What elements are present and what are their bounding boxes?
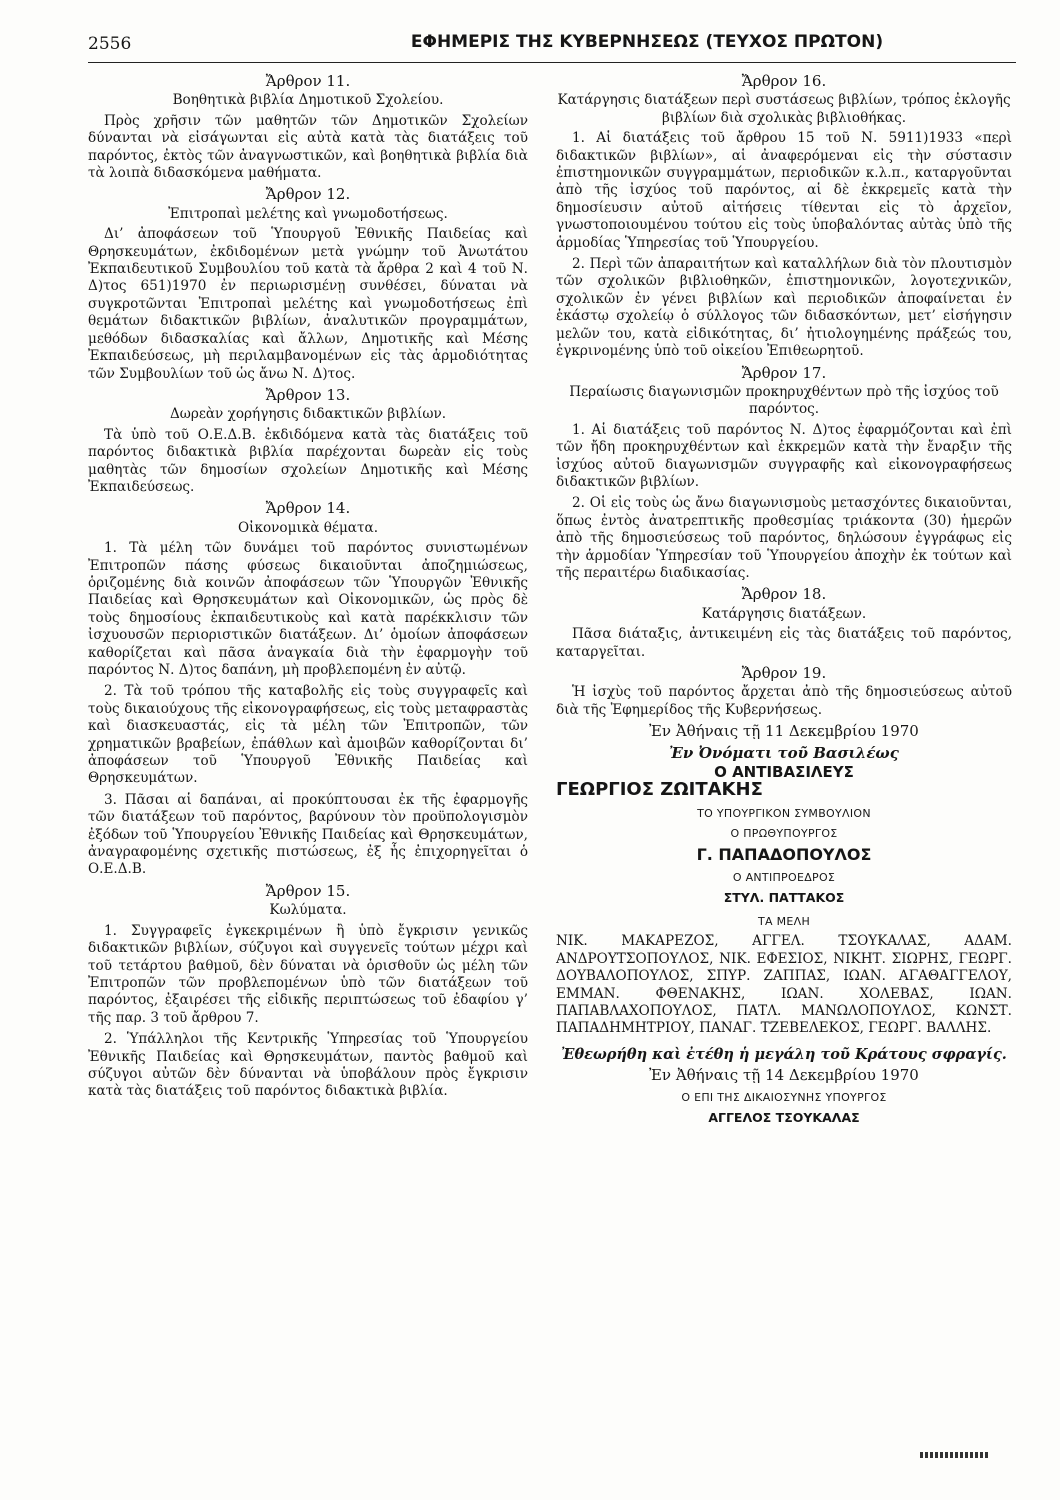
article-15-heading: Ἄρθρον 15. bbox=[265, 881, 351, 900]
justice-minister-name: ΑΓΓΕΛΟΣ ΤΣΟΥΚΑΛΑΣ bbox=[708, 1109, 860, 1125]
seal-date: Ἐν Ἀθήναις τῇ 14 Δεκεμβρίου 1970 bbox=[649, 1066, 919, 1085]
article-17-heading: Ἄρθρον 17. bbox=[741, 363, 827, 382]
justice-minister-title: Ο ΕΠΙ ΤΗΣ ΔΙΚΑΙΟΣΥΝΗΣ ΥΠΟΥΡΓΟΣ bbox=[681, 1090, 887, 1104]
article-11-heading: Ἄρθρον 11. bbox=[265, 72, 351, 90]
right-column bbox=[556, 70, 1012, 1132]
article-16-paragraph-2: 2. Περὶ τῶν ἀπαραιτήτων καὶ καταλλήλων διὰ τὸν πλουτισμὸν τῶν σχολικῶν βιβλιοθηκῶν, ἐπιστημονικῶν, λογοτεχνικῶν, σχολικῶν ἐν γένει βιβλίων καὶ περιοδικῶν ἀποφαίνεται ἐν ἑκάστῳ σχολείῳ ὁ σύλλογος τῶν διδασκόντων, μετ’ εἰσήγησιν μελῶν του, κατὰ εἰδικότητας, δι’ ἠτιολογημένης πράξεώς του, ἐγκρινομένης ὑπὸ τοῦ οἰκείου Ἐπιθεωρητοῦ. bbox=[556, 256, 1012, 360]
printer-mark bbox=[920, 1452, 988, 1458]
article-15-paragraph-2: 2. Ὑπάλληλοι τῆς Κεντρικῆς Ὑπηρεσίας τοῦ Ὑπουργείου Ἐθνικῆς Παιδείας καὶ Θρησκευμάτων, παντὸς βαθμοῦ καὶ σύζυγοι αὐτῶν δὲν δύνανται νὰ ὑποβάλουν πρὸς ἔγκρισιν κατὰ τὰς διατάξεις τοῦ παρόντος διδακτικὰ βιβλία. bbox=[88, 1031, 528, 1100]
page-header bbox=[88, 30, 1016, 62]
prime-minister-name: Γ. ΠΑΠΑΔΟΠΟΥΛΟΣ bbox=[696, 844, 872, 864]
article-11-title: Βοηθητικὰ βιβλία Δημοτικοῦ Σχολείου. bbox=[172, 92, 444, 109]
article-17-paragraph-2: 2. Οἱ εἰς τοὺς ὡς ἄνω διαγωνισμοὺς μετασχόντες δικαιοῦνται, ὅπως ἐντὸς ἀνατρεπτικῆς προθεσμίας τριάκοντα (30) ἡμερῶν ἀπὸ τῆς δημοσιεύσεως τοῦ παρόντος, δηλώσουν ἐγγράφως εἰς τὴν ἁρμοδίαν Ὑπηρεσίαν τοῦ Ὑπουργείου ἀποχὴν ἐκ τούτων καὶ τῆς περαιτέρω διαδικασίας. bbox=[556, 495, 1012, 581]
in-name-of-king: Ἐν Ὀνόματι τοῦ Βασιλέως bbox=[669, 743, 899, 762]
vice-president-title: Ο ΑΝΤΙΠΡΟΕΔΡΟΣ bbox=[732, 871, 836, 885]
article-17-title: Περαίωσις διαγωνισμῶν προκηρυχθέντων πρὸ τῆς ἰσχύος τοῦ παρόντος. bbox=[569, 383, 999, 418]
article-12-heading: Ἄρθρον 12. bbox=[265, 185, 351, 204]
article-13-title: Δωρεὰν χορήγησις διδακτικῶν βιβλίων. bbox=[169, 406, 447, 423]
article-16-heading: Ἄρθρον 16. bbox=[741, 72, 827, 90]
regent-name: ΓΕΩΡΓΙΟΣ ΖΩΙΤΑΚΗΣ bbox=[556, 779, 763, 801]
issue-date: Ἐν Ἀθήναις τῇ 11 Δεκεμβρίου 1970 bbox=[649, 722, 919, 741]
article-18-paragraph: Πᾶσα διάταξις, ἀντικειμένη εἰς τὰς διατάξεις τοῦ παρόντος, καταργεῖται. bbox=[556, 626, 1012, 660]
article-13-paragraph: Τὰ ὑπὸ τοῦ Ο.Ε.Δ.Β. ἐκδιδόμενα κατὰ τὰς διατάξεις τοῦ παρόντος διδακτικὰ βιβλία παρέχονται δωρεὰν εἰς τοὺς μαθητὰς τῶν δημοσίων σχολείων Δημοτικῆς καὶ Μέσης Ἐκπαιδεύσεως. bbox=[88, 426, 528, 495]
article-19-paragraph: Ἡ ἰσχὺς τοῦ παρόντος ἄρχεται ἀπὸ τῆς δημοσιεύσεως αὐτοῦ διὰ τῆς Ἐφημερίδος τῆς Κυβερνήσεως. bbox=[556, 684, 1012, 718]
article-11-paragraph: Πρὸς χρῆσιν τῶν μαθητῶν τῶν Δημοτικῶν Σχολείων δύνανται νὰ εἰσάγωνται εἰς αὐτὰ κατὰ τὰς διατάξεις τοῦ παρόντος, ἐκτὸς τῶν ἀναγνωστικῶν, καὶ βοηθητικὰ βιβλία διὰ τὰ λοιπὰ διδασκόμενα μαθήματα. bbox=[88, 112, 528, 182]
article-15-title: Κωλύματα. bbox=[269, 902, 347, 919]
article-14-title: Οἰκονομικὰ θέματα. bbox=[237, 519, 379, 536]
seal-note: Ἐθεωρήθη καὶ ἐτέθη ἡ μεγάλη τοῦ Κράτους σφραγίς. bbox=[561, 1045, 1007, 1063]
page-number: 2556 bbox=[88, 34, 132, 54]
members-list: ΝΙΚ. ΜΑΚΑΡΕΖΟΣ, ΑΓΓΕΛ. ΤΣΟΥΚΑΛΑΣ, ΑΔΑΜ. ΑΝΔΡΟΥΤΣΟΠΟΥΛΟΣ, ΝΙΚ. ΕΦΕΣΙΟΣ, ΝΙΚΗΤ. ΣΙΩΡΗΣ, ΓΕΩΡΓ. ΔΟΥΒΑΛΟΠΟΥΛΟΣ, ΣΠΥΡ. ΖΑΠΠΑΣ, ΙΩΑΝ. ΑΓΑΘΑΓΓΕΛΟΥ, ΕΜΜΑΝ. ΦΘΕΝΑΚΗΣ, ΙΩΑΝ. ΧΟΛΕΒΑΣ, ΙΩΑΝ. ΠΑΠΑΒΛΑΧΟΠΟΥΛΟΣ, ΠΑΤΛ. ΜΑΝΩΛΟΠΟΥΛΟΣ, ΚΩΝΣΤ. ΠΑΠΑΔΗΜΗΤΡΙΟΥ, ΠΑΝΑΓ. ΤΖΕΒΕΛΕΚΟΣ, ΓΕΩΡΓ. ΒΑΛΛΗΣ. bbox=[556, 933, 1012, 1037]
article-19-heading: Ἄρθρον 19. bbox=[741, 664, 827, 682]
vice-president-name: ΣΤΥΛ. ΠΑΤΤΑΚΟΣ bbox=[723, 890, 845, 906]
article-17-paragraph-1: 1. Αἱ διατάξεις τοῦ παρόντος Ν. Δ)τος ἐφαρμόζονται καὶ ἐπὶ τῶν ἤδη προκηρυχθέντων καὶ ἐκκρεμῶν κατὰ τὴν ἔναρξιν τῆς ἰσχύος αὐτοῦ διαγωνισμῶν συγγραφῆς καὶ εἰκονογραφήσεως διδακτικῶν βιβλίων. bbox=[556, 421, 1012, 490]
article-14-heading: Ἄρθρον 14. bbox=[265, 499, 351, 518]
article-16-title: Κατάργησις διατάξεων περὶ συστάσεως βιβλίων, τρόπος ἐκλογῆς βιβλίων διὰ σχολικὰς βιβλιοθήκας. bbox=[557, 92, 1011, 126]
article-12-paragraph: Δι’ ἀποφάσεων τοῦ Ὑπουργοῦ Ἐθνικῆς Παιδείας καὶ Θρησκευμάτων, ἐκδιδομένων μετὰ γνώμην τοῦ Ἀνωτάτου Ἐκπαιδευτικοῦ Συμβουλίου τοῦ κατὰ τὰ ἄρθρα 2 καὶ 4 τοῦ Ν. Δ)τος 651)1970 ἐν περιωρισμένῃ συνθέσει, δύναται νὰ συγκροτῶνται Ἐπιτροπαὶ μελέτης καὶ γνωμοδοτήσεως ἐπὶ θεμάτων διδακτικῶν βιβλίων, ἀναλυτικῶν προγραμμάτων, μεθόδων διδασκαλίας καὶ ἄλλων, Δημοτικῆς καὶ Μέσης Ἐκπαιδεύσεως, μὴ περιλαμβανομένων εἰς τὰς ἁρμοδιότητας τῶν Συμβουλίων τοῦ ὡς ἄνω Ν. Δ)τος. bbox=[88, 226, 528, 382]
article-18-title: Κατάργησις διατάξεων. bbox=[701, 605, 867, 622]
prime-minister-title: Ο ΠΡΩΘΥΠΟΥΡΓΟΣ bbox=[730, 827, 838, 841]
article-14-paragraph-1: 1. Τὰ μέλη τῶν δυνάμει τοῦ παρόντος συνιστωμένων Ἐπιτροπῶν πάσης φύσεως δικαιοῦνται ἀποζημιώσεως, ὁριζομένης διὰ κοινῶν ἀποφάσεων τῶν Ὑπουργῶν Ἐθνικῆς Παιδείας καὶ Θρησκευμάτων καὶ Οἰκονομικῶν, ὡς πρὸς δὲ τοὺς δημοσίους ἐκπαιδευτικοὺς καὶ κατὰ παρέκκλισιν τῶν ἰσχυουσῶν περιοριστικῶν διατάξεων. Δι’ ὁμοίων ἀποφάσεων καθορίζεται καὶ πᾶσα ἀναγκαία διὰ τὴν ἐφαρμογὴν τοῦ παρόντος Ν. Δ)τος δαπάνη, μὴ προβλεπομένη ἐν αὐτῷ. bbox=[88, 540, 528, 678]
header-rule bbox=[88, 62, 1016, 63]
regent-title: Ο ΑΝΤΙΒΑΣΙΛΕΥΣ bbox=[714, 763, 854, 782]
article-14-paragraph-3: 3. Πᾶσαι αἱ δαπάναι, αἱ προκύπτουσαι ἐκ τῆς ἐφαρμογῆς τῶν διατάξεων τοῦ παρόντος, βαρύνουν τὸν προϋπολογισμὸν ἐξόδων τοῦ Ὑπουργείου Ἐθνικῆς Παιδείας καὶ Θρησκευμάτων, ἀναγραφομένης σχετικῆς πιστώσεως, ἐξ ἧς ἐπιχορηγεῖται ὁ Ο.Ε.Δ.Β. bbox=[88, 791, 528, 878]
left-column bbox=[88, 70, 528, 1105]
members-title: ΤΑ ΜΕΛΗ bbox=[757, 914, 811, 928]
article-15-paragraph-1: 1. Συγγραφεῖς ἐγκεκριμένων ἢ ὑπὸ ἔγκρισιν γενικῶς διδακτικῶν βιβλίων, σύζυγοι καὶ συγγενεῖς τούτων μέχρι καὶ τοῦ τετάρτου βαθμοῦ, δὲν δύναται νὰ ὁρισθοῦν ὡς μέλη τῶν Ἐπιτροπῶν τῶν προβλεπομένων ὑπὸ τῶν διατάξεων τοῦ παρόντος, ἐξαιρέσει τῆς εἰδικῆς περιπτώσεως τοῦ ἐδαφίου γ’ τῆς παρ. 3 τοῦ ἄρθρου 7. bbox=[88, 922, 528, 1026]
article-18-heading: Ἄρθρον 18. bbox=[741, 585, 827, 604]
council-title: ΤΟ ΥΠΟΥΡΓΙΚΟΝ ΣΥΜΒΟΥΛΙΟΝ bbox=[697, 806, 871, 820]
article-13-heading: Ἄρθρον 13. bbox=[265, 385, 351, 404]
article-14-paragraph-2: 2. Τὰ τοῦ τρόπου τῆς καταβολῆς εἰς τοὺς συγγραφεῖς καὶ τοὺς δικαιούχους τῆς εἰκονογραφήσεως, εἰς τοὺς μεταφραστὰς καὶ διασκευαστάς, εἰς τὰ μέλη τῶν Ἐπιτροπῶν, τῶν χρηματικῶν βραβείων, ἐπάθλων καὶ ἀμοιβῶν καθορίζονται δι’ ἀποφάσεων τοῦ Ὑπουργοῦ Ἐθνικῆς Παιδείας καὶ Θρησκευμάτων. bbox=[88, 683, 528, 787]
journal-title: ΕΦΗΜΕΡΙΣ ΤΗΣ ΚΥΒΕΡΝΗΣΕΩΣ (ΤΕΥΧΟΣ ΠΡΩΤΟΝ) bbox=[410, 32, 884, 52]
article-12-title: Ἐπιτροπαὶ μελέτης καὶ γνωμοδοτήσεως. bbox=[168, 205, 448, 222]
article-16-paragraph-1: 1. Αἱ διατάξεις τοῦ ἄρθρου 15 τοῦ Ν. 5911)1933 «περὶ διδακτικῶν βιβλίων», αἱ ἀναφερόμεναι εἰς τὴν σύστασιν ἐπιστημονικῶν συγγραμμάτων, περιοδικῶν κ.λ.π., καταργοῦνται ἀπὸ τῆς ἰσχύος τοῦ παρόντος, αἱ δὲ ἐκκρεμεῖς κατὰ τὴν δημοσίευσιν αὐτοῦ αἰτήσεις τίθενται εἰς τὸ ἀρχεῖον, γνωστοποιουμένου τούτου εἰς τοὺς ὑποβαλόντας αὐτὰς ὑπὸ τῆς ἁρμοδίας Ὑπηρεσίας τοῦ Ὑπουργείου. bbox=[556, 130, 1012, 251]
